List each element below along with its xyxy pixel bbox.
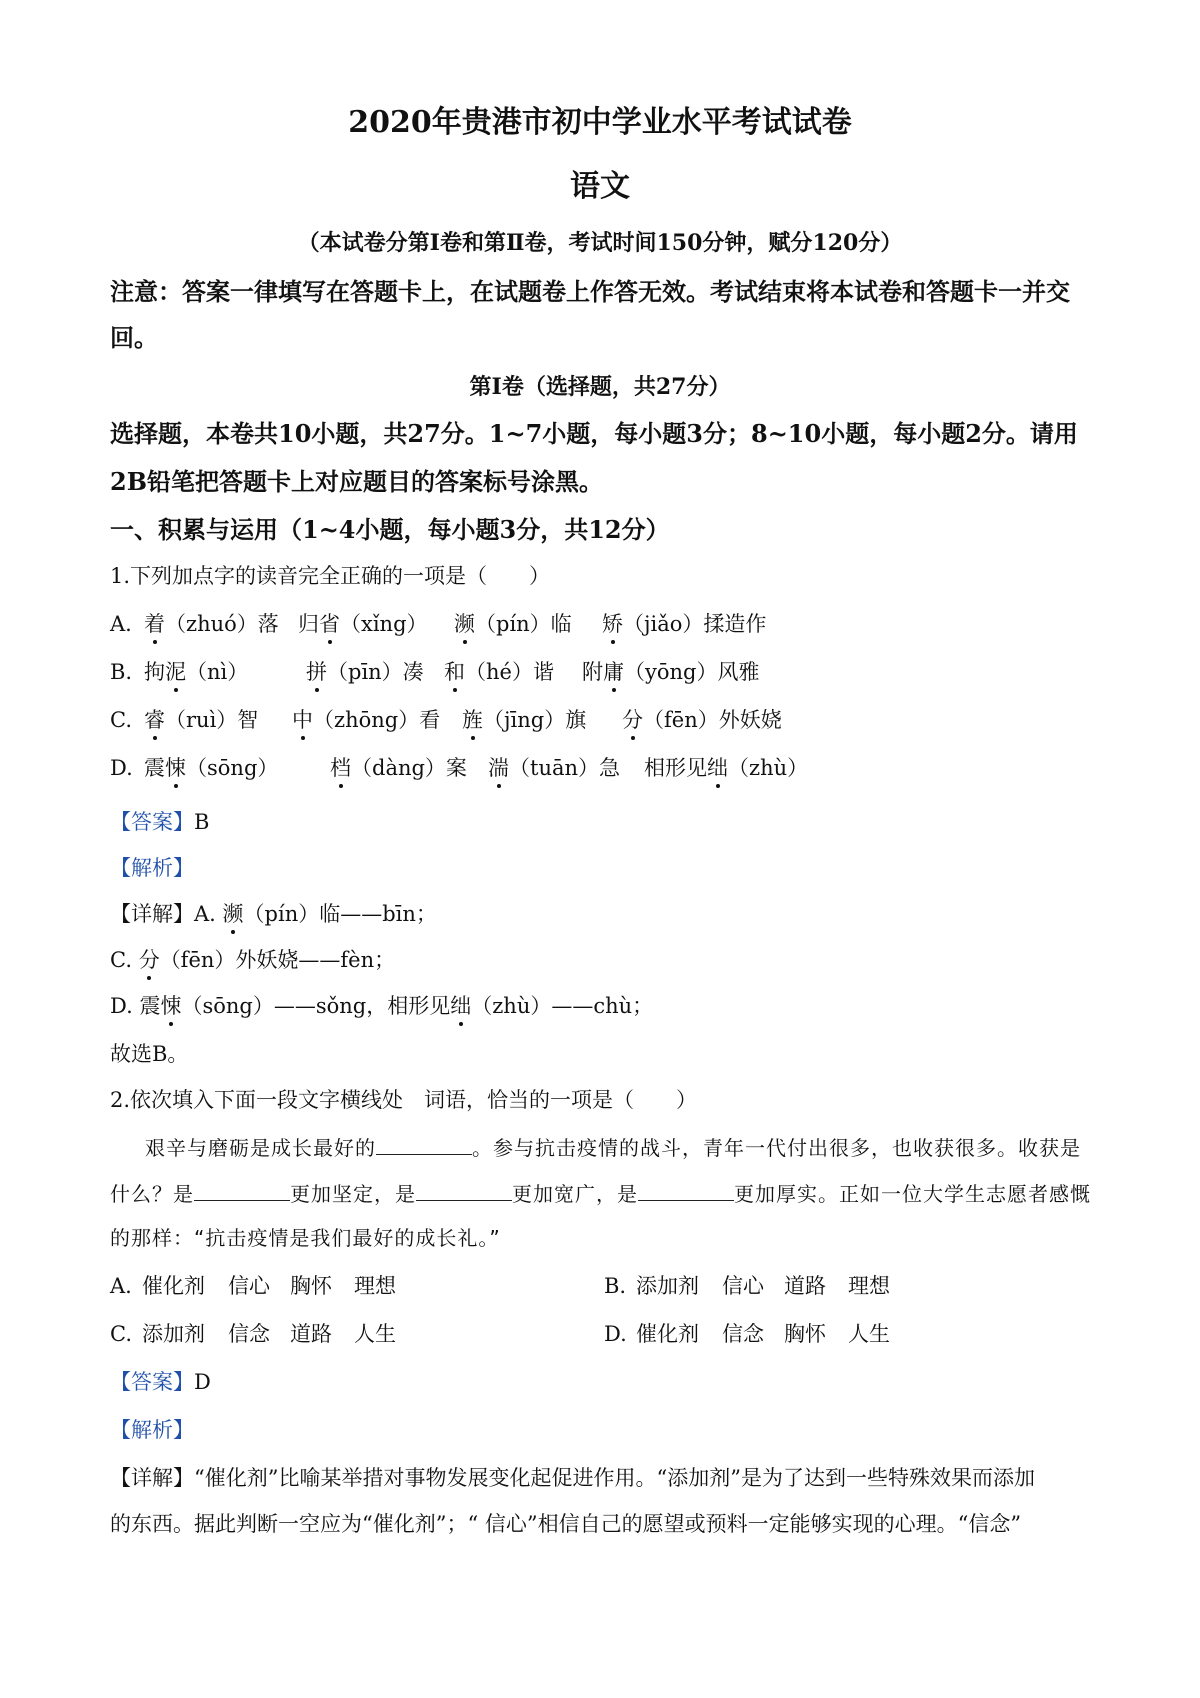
q2-detail-line-2: 的东西。据此判断一空应为“催化剂”；“ 信心”相信自己的愿望或预料一定能够实现的心理。“信念” [110,1512,1022,1536]
notice-line-1: 注意：答案一律填写在答题卡上，在试题卷上作答无效。考试结束将本试卷和答题卡一并交 [110,277,1070,306]
section-intro-line-1: 选择题，本卷共10小题，共27分。1~7小题，每小题3分；8~10小题，每小题2分。请用 [110,419,1078,448]
q2-option-a: A. 催化剂 信心 胸怀 理想 [110,1274,396,1298]
q1-option-b: B. 拘泥（nì） 拼（pīn）凑 和（hé）谐 附庸（yōng）风雅 [110,660,760,684]
exam-title: 2020年贵港市初中学业水平考试试卷 [348,105,852,140]
section-heading: 第Ⅰ卷（选择题，共27分） [469,374,731,400]
q1-detail-c: C. 分（fēn）外妖娆——fèn； [110,948,396,972]
q1-option-c: C. 睿（ruì）智 中（zhōng）看 旌（jīng）旗 分（fēn）外妖娆 [110,708,782,732]
part-heading: 一、积累与运用（1~4小题，每小题3分，共12分） [110,515,670,544]
q2-option-b: B. 添加剂 信心 道路 理想 [604,1274,890,1298]
section-intro-line-2: 2B铅笔把答题卡上对应题目的答案标号涂黑。 [110,467,603,496]
q1-conclusion: 故选B。 [110,1042,189,1066]
q2-answer: 【答案】D [110,1370,211,1394]
q2-passage-line-2: 什么？是 更加坚定，是 更加宽广，是 更加厚实。正如一位大学生志愿者感慨 [110,1182,1091,1206]
fill-blank-2[interactable] [194,1182,290,1201]
q2-passage-line-3: 的那样：“抗击疫情是我们最好的成长礼。” [110,1226,501,1250]
q2-option-d: D. 催化剂 信念 胸怀 人生 [604,1322,890,1346]
q1-detail-d: D. 震悚（sōng）——sǒng，相形见绌（zhù）——chù； [110,994,654,1018]
q1-option-a: A. 着（zhuó）落 归省（xǐng） 濒（pín）临 矫（jiǎo）揉造作 [110,612,767,636]
q1-option-d: D. 震悚（sōng） 档（dàng）案 湍（tuān）急 相形见绌（zhù） [110,756,809,780]
fill-blank-3[interactable] [416,1182,512,1201]
q1-answer: 【答案】B [110,810,210,834]
notice-line-2: 回。 [110,323,158,352]
q1-analysis-tag: 【解析】 [110,856,194,880]
q2-option-c: C. 添加剂 信念 道路 人生 [110,1322,396,1346]
q2-analysis-tag: 【解析】 [110,1418,194,1442]
q2-detail-line-1: 【详解】“催化剂”比喻某举措对事物发展变化起促进作用。“添加剂”是为了达到一些特殊效果而添加 [110,1466,1035,1490]
question-1-stem: 1.下列加点字的读音完全正确的一项是（ ） [110,564,551,588]
q1-detail-a: 【详解】A. 濒（pín）临——bīn； [110,902,437,926]
fill-blank-1[interactable] [376,1136,472,1155]
fill-blank-4[interactable] [638,1182,734,1201]
subject-title: 语文 [570,169,630,204]
question-2-stem: 2.依次填入下面一段文字横线处 词语，恰当的一项是（ ） [110,1088,698,1112]
exam-subtitle: （本试卷分第Ⅰ卷和第Ⅱ卷，考试时间150分钟，赋分120分） [297,230,903,256]
q2-passage-line-1: 艰辛与磨砺是成长最好的 。参与抗击疫情的战斗，青年一代付出很多，也收获很多。收获是 [145,1136,1081,1160]
